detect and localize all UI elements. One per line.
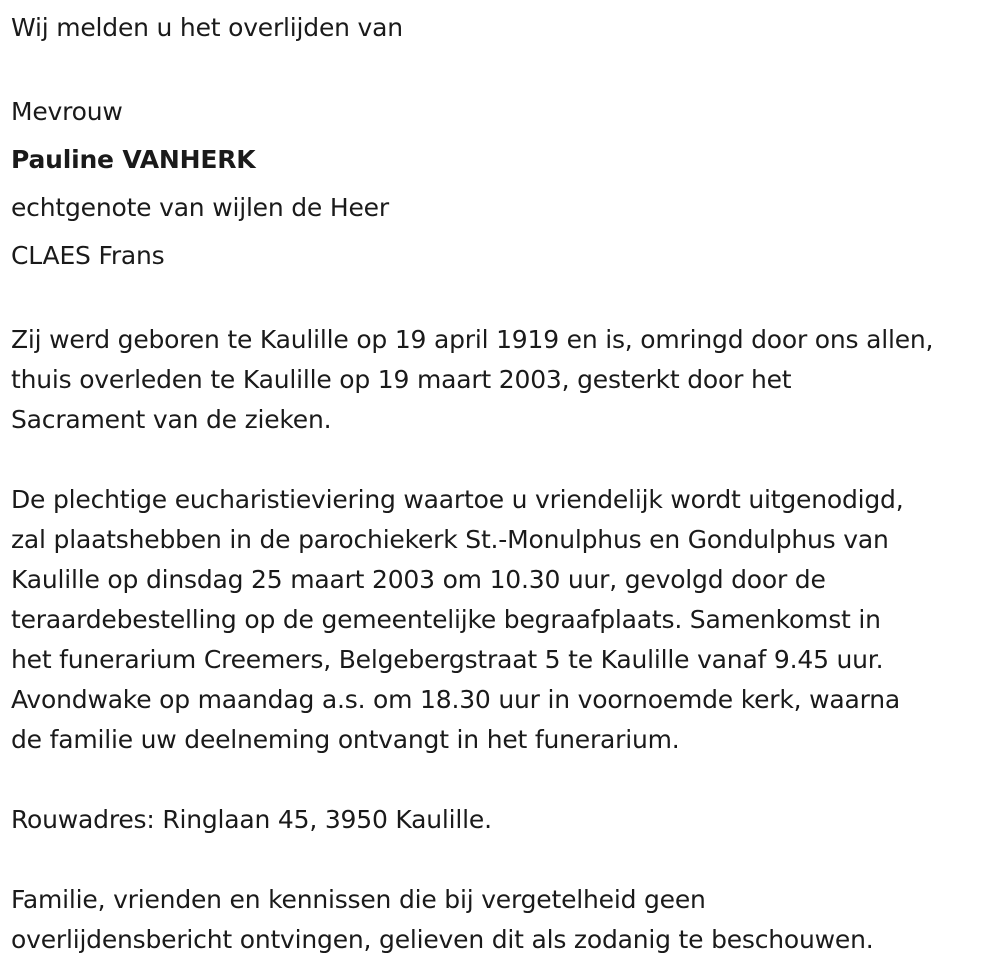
person-block bbox=[11, 88, 996, 280]
paragraph-line: thuis overleden te Kaulille op 19 maart 2003, gesterkt door het bbox=[11, 365, 792, 394]
spouse-name: CLAES Frans bbox=[11, 241, 165, 270]
spacer bbox=[11, 840, 996, 880]
paragraph-line: Kaulille op dinsdag 25 maart 2003 om 10.30 uur, gevolgd door de bbox=[11, 565, 826, 594]
person-relation: echtgenote van wijlen de Heer bbox=[11, 193, 389, 222]
paragraph-line: de familie uw deelneming ontvangt in het funerarium. bbox=[11, 725, 680, 754]
spacer bbox=[11, 760, 996, 800]
ceremony-paragraph bbox=[11, 480, 996, 760]
spacer bbox=[11, 48, 996, 88]
paragraph-line: Avondwake op maandag a.s. om 18.30 uur in voornoemde kerk, waarna bbox=[11, 685, 901, 714]
paragraph-line: teraardebestelling op de gemeentelijke begraafplaats. Samenkomst in bbox=[11, 605, 881, 634]
obituary-notice bbox=[11, 8, 996, 960]
paragraph-line: Sacrament van de zieken. bbox=[11, 405, 332, 434]
birth-death-paragraph bbox=[11, 320, 996, 440]
paragraph-line: De plechtige eucharistieviering waartoe u vriendelijk wordt uitgenodigd, bbox=[11, 485, 904, 514]
person-name: Pauline VANHERK bbox=[11, 145, 256, 174]
paragraph-line: zal plaatshebben in de parochiekerk St.-Monulphus en Gondulphus van bbox=[11, 525, 889, 554]
closing-paragraph bbox=[11, 880, 996, 960]
spacer bbox=[11, 440, 996, 480]
paragraph-line: Zij werd geboren te Kaulille op 19 april 1919 en is, omringd door ons allen, bbox=[11, 325, 934, 354]
intro-line: Wij melden u het overlijden van bbox=[11, 13, 403, 42]
spacer bbox=[11, 280, 996, 320]
person-title: Mevrouw bbox=[11, 97, 123, 126]
paragraph-line: Familie, vrienden en kennissen die bij vergetelheid geen bbox=[11, 885, 706, 914]
paragraph-line: overlijdensbericht ontvingen, gelieven dit als zodanig te beschouwen. bbox=[11, 925, 874, 954]
paragraph-line: het funerarium Creemers, Belgebergstraat 5 te Kaulille vanaf 9.45 uur. bbox=[11, 645, 884, 674]
mourning-address: Rouwadres: Ringlaan 45, 3950 Kaulille. bbox=[11, 805, 492, 834]
